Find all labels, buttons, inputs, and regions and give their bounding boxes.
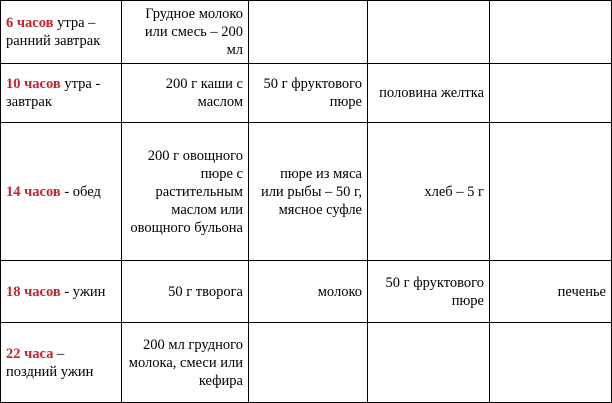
food-cell: 200 г овощного пюре с растительным маслом или овощного бульона bbox=[122, 123, 249, 261]
food-cell bbox=[490, 64, 612, 123]
meal-hour: 18 часов bbox=[6, 283, 61, 300]
meal-time-cell bbox=[1, 123, 122, 261]
meal-time-cell bbox=[1, 1, 122, 64]
food-cell: 50 г творога bbox=[122, 261, 249, 323]
table-row bbox=[1, 261, 612, 323]
food-cell bbox=[368, 323, 490, 403]
food-cell bbox=[249, 1, 368, 64]
food-cell bbox=[368, 1, 490, 64]
food-cell: половина желтка bbox=[368, 64, 490, 123]
meal-hour: 6 часов bbox=[6, 15, 54, 31]
food-cell bbox=[249, 323, 368, 403]
meal-name: утра – ранний завтрак bbox=[6, 15, 101, 49]
food-cell: молоко bbox=[249, 261, 368, 323]
table-row bbox=[1, 1, 612, 64]
meal-name: - обед bbox=[60, 183, 101, 200]
meal-name: - ужин bbox=[60, 283, 106, 300]
food-cell bbox=[490, 1, 612, 64]
food-cell: пюре из мяса или рыбы – 50 г, мясное суфле bbox=[249, 123, 368, 261]
food-cell: 50 г фруктового пюре bbox=[249, 64, 368, 123]
meal-hour: 10 часов bbox=[6, 76, 61, 92]
meal-time-cell bbox=[1, 261, 122, 323]
food-cell: 200 г каши с маслом bbox=[122, 64, 249, 123]
food-cell: хлеб – 5 г bbox=[368, 123, 490, 261]
food-cell bbox=[490, 123, 612, 261]
meal-hour: 22 часа bbox=[6, 345, 54, 362]
food-cell: печенье bbox=[490, 261, 612, 323]
table-row bbox=[1, 323, 612, 403]
food-cell: 50 г фруктового пюре bbox=[368, 261, 490, 323]
table-row bbox=[1, 123, 612, 261]
meal-time-cell bbox=[1, 64, 122, 123]
meal-name: – поздний ужин bbox=[6, 345, 94, 380]
meal-time-cell bbox=[1, 323, 122, 403]
meal-hour: 14 часов bbox=[6, 183, 61, 200]
food-cell: Грудное молоко или смесь – 200 мл bbox=[122, 1, 249, 64]
table-row bbox=[1, 64, 612, 123]
food-cell: 200 мл грудного молока, смеси или кефира bbox=[122, 323, 249, 403]
meal-name: утра - завтрак bbox=[6, 76, 101, 110]
food-cell bbox=[490, 323, 612, 403]
